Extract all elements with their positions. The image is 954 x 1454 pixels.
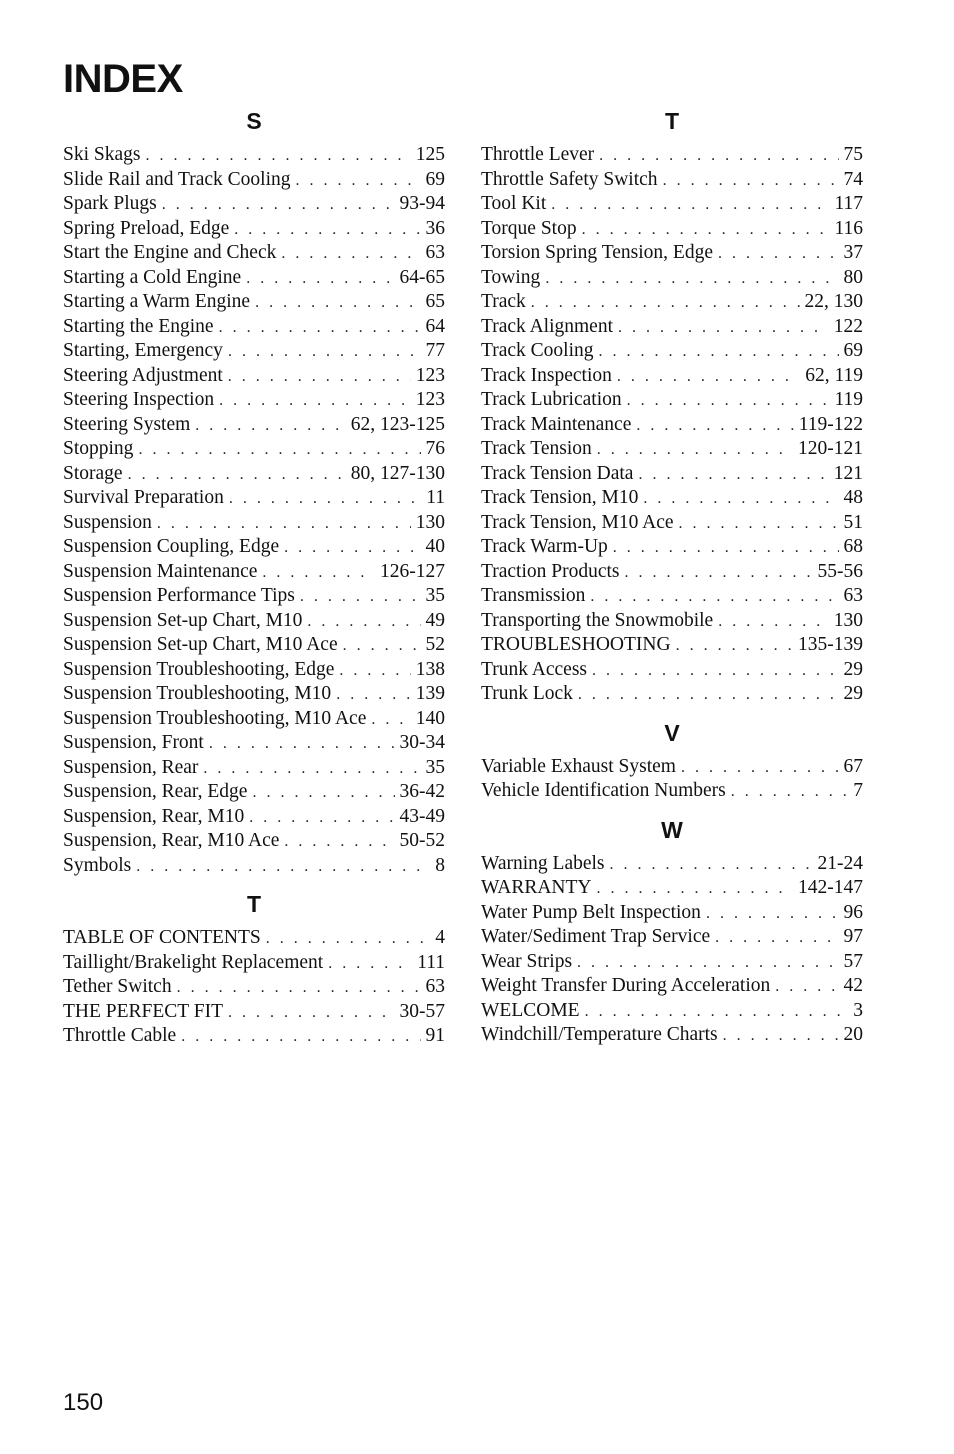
entry-page-ref: 117 — [834, 193, 863, 214]
entry-page-ref: 80 — [843, 266, 863, 288]
entry-term: Throttle Cable — [63, 1025, 177, 1046]
dot-leader — [531, 291, 800, 316]
entry-page-ref: 55-56 — [817, 560, 863, 582]
entry-page-ref: 30-57 — [399, 1000, 445, 1022]
section-letter: W — [661, 816, 683, 843]
entry-page-ref: 80, 127-130 — [350, 462, 445, 484]
index-entry — [481, 658, 863, 683]
index-section — [63, 887, 445, 1049]
entry-term: Suspension Performance Tips — [63, 585, 295, 606]
index-entry — [481, 974, 863, 999]
index-entry — [63, 364, 445, 389]
index-entry — [63, 682, 445, 707]
entry-page-ref: 76 — [425, 438, 445, 459]
index-entry — [481, 511, 863, 536]
entry-term: Water Pump Belt Inspection — [481, 901, 701, 923]
entry-page-ref: 35 — [425, 585, 445, 606]
dot-leader — [618, 316, 829, 341]
dot-leader — [676, 634, 793, 659]
index-entry — [481, 925, 863, 950]
entry-page-ref: 36 — [425, 217, 445, 239]
entry-term: Tether Switch — [63, 976, 172, 997]
entry-term: Suspension Coupling, Edge — [63, 536, 280, 557]
index-entry — [63, 486, 445, 511]
dot-leader — [343, 634, 421, 659]
entry-page-ref: 40 — [425, 536, 445, 557]
index-section — [63, 104, 445, 878]
entry-term: Taillight/Brakelight Replacement — [63, 951, 324, 973]
entry-term: TABLE OF CONTENTS — [63, 927, 261, 948]
entry-page-ref: 97 — [843, 926, 863, 947]
index-entry — [63, 975, 445, 1000]
entry-term: Start the Engine and Check — [63, 242, 277, 263]
entry-term: Slide Rail and Track Cooling — [63, 168, 291, 190]
index-entry — [63, 437, 445, 462]
dot-leader — [249, 806, 394, 831]
entry-page-ref: 64 — [425, 315, 445, 337]
dot-leader — [599, 340, 839, 365]
entry-page-ref: 122 — [833, 315, 863, 337]
entry-term: THE PERFECT FIT — [63, 1000, 223, 1022]
entry-page-ref: 49 — [425, 609, 445, 631]
dot-leader — [228, 340, 421, 365]
dot-leader — [636, 414, 793, 439]
entry-term: WELCOME — [481, 999, 580, 1021]
index-entry — [481, 535, 863, 560]
entry-term: Transporting the Snowmobile — [481, 609, 714, 631]
index-entry — [481, 584, 863, 609]
entry-page-ref: 52 — [425, 634, 445, 655]
entry-page-ref: 140 — [415, 707, 445, 729]
entry-term: Suspension Troubleshooting, M10 — [63, 683, 332, 704]
entry-page-ref: 35 — [425, 756, 445, 778]
dot-leader — [246, 267, 394, 292]
index-entry — [63, 1024, 445, 1049]
entry-page-ref: 37 — [843, 242, 863, 263]
index-entry — [481, 413, 863, 438]
section-letter: S — [246, 108, 262, 134]
entry-page-ref: 43-49 — [399, 805, 445, 827]
entry-page-ref: 119 — [834, 389, 863, 410]
dot-leader — [625, 561, 813, 586]
entry-page-ref: 75 — [843, 144, 863, 165]
entry-term: TROUBLESHOOTING — [481, 634, 671, 655]
entry-page-ref: 48 — [843, 487, 863, 508]
entry-page-ref: 63 — [843, 585, 863, 606]
entry-page-ref: 77 — [425, 340, 445, 361]
entry-page-ref: 67 — [843, 755, 863, 777]
entry-page-ref: 22, 130 — [804, 291, 863, 312]
dot-leader — [775, 975, 838, 1000]
entry-page-ref: 125 — [415, 144, 445, 165]
index-entry — [63, 756, 445, 781]
index-column-right — [481, 104, 863, 1048]
entry-term: WARRANTY — [481, 877, 592, 898]
index-entry — [63, 143, 445, 168]
entry-page-ref: 57 — [843, 950, 863, 972]
entry-page-ref: 123 — [415, 364, 445, 386]
dot-leader — [597, 877, 794, 902]
entry-term: Steering Inspection — [63, 389, 215, 410]
entry-page-ref: 65 — [425, 291, 445, 312]
page-number: 150 — [63, 1389, 104, 1416]
dot-leader — [300, 585, 421, 610]
dot-leader — [219, 316, 421, 341]
index-entry — [481, 901, 863, 926]
entry-term: Vehicle Identification Numbers — [481, 780, 726, 801]
dot-leader — [638, 463, 828, 488]
index-section — [481, 716, 863, 804]
dot-leader — [266, 927, 430, 952]
index-entry — [481, 950, 863, 975]
dot-leader — [195, 414, 345, 439]
dot-leader — [585, 1000, 849, 1025]
dot-leader — [252, 781, 394, 806]
dot-leader — [339, 659, 410, 684]
index-section — [481, 813, 863, 1048]
index-entry — [63, 266, 445, 291]
entry-page-ref: 93-94 — [399, 193, 445, 214]
index-column-left — [63, 104, 445, 1049]
index-entry — [63, 829, 445, 854]
entry-term: Suspension, Rear, M10 — [63, 805, 245, 827]
dot-leader — [177, 976, 421, 1001]
dot-leader — [284, 830, 394, 855]
index-entry — [63, 388, 445, 413]
entry-term: Storage — [63, 462, 123, 484]
index-entry — [481, 241, 863, 266]
dot-leader — [229, 487, 421, 512]
entry-term: Steering Adjustment — [63, 364, 223, 386]
index-entry — [63, 731, 445, 756]
entry-page-ref: 116 — [834, 217, 863, 239]
entry-term: Throttle Lever — [481, 144, 595, 165]
dot-leader — [723, 1024, 839, 1049]
dot-leader — [578, 683, 839, 708]
dot-leader — [643, 487, 838, 512]
index-entry — [63, 707, 445, 732]
index-entry — [481, 852, 863, 877]
entry-page-ref: 130 — [833, 609, 863, 631]
index-entry — [481, 462, 863, 487]
dot-leader — [328, 952, 412, 977]
dot-leader — [617, 365, 800, 390]
index-entry — [63, 217, 445, 242]
entry-page-ref: 130 — [415, 511, 445, 533]
index-entry — [481, 437, 863, 462]
entry-term: Track — [481, 291, 526, 312]
dot-leader — [610, 853, 813, 878]
index-entry — [481, 609, 863, 634]
entry-page-ref: 4 — [435, 927, 445, 948]
entry-page-ref: 139 — [415, 683, 445, 704]
index-entry — [63, 658, 445, 683]
entry-term: Starting a Warm Engine — [63, 291, 251, 312]
entry-term: Suspension Troubleshooting, Edge — [63, 658, 335, 680]
index-entry — [63, 241, 445, 266]
dot-leader — [627, 389, 830, 414]
entry-page-ref: 20 — [843, 1024, 863, 1045]
entry-page-ref: 29 — [843, 658, 863, 680]
entry-term: Suspension — [63, 511, 152, 533]
entry-term: Suspension, Rear, Edge — [63, 781, 248, 802]
entry-page-ref: 120-121 — [798, 438, 863, 459]
entry-term: Towing — [481, 266, 541, 288]
index-entry — [481, 633, 863, 658]
entry-page-ref: 21-24 — [817, 852, 863, 874]
dot-leader — [718, 610, 829, 635]
entry-page-ref: 64-65 — [399, 266, 445, 288]
index-entry — [481, 486, 863, 511]
entry-page-ref: 96 — [843, 901, 863, 923]
entry-term: Wear Strips — [481, 950, 573, 972]
index-entry — [63, 633, 445, 658]
entry-term: Track Warm-Up — [481, 536, 608, 557]
entry-page-ref: 29 — [843, 683, 863, 704]
entry-term: Starting the Engine — [63, 315, 214, 337]
dot-leader — [145, 144, 410, 169]
dot-leader — [718, 242, 839, 267]
dot-leader — [209, 732, 395, 757]
entry-page-ref: 91 — [425, 1025, 445, 1046]
index-entry — [63, 339, 445, 364]
index-entry — [63, 560, 445, 585]
index-entry — [63, 462, 445, 487]
entry-page-ref: 3 — [853, 999, 863, 1021]
index-entry — [481, 560, 863, 585]
entry-term: Steering System — [63, 413, 191, 435]
entry-term: Track Alignment — [481, 315, 613, 337]
entry-term: Torque Stop — [481, 217, 577, 239]
dot-leader — [545, 267, 838, 292]
entry-term: Track Tension, M10 — [481, 487, 639, 508]
dot-leader — [590, 585, 838, 610]
entry-term: Suspension Troubleshooting, M10 Ace — [63, 707, 367, 729]
index-entry — [63, 926, 445, 951]
entry-term: Suspension, Rear — [63, 756, 199, 778]
entry-term: Ski Skags — [63, 144, 141, 165]
dot-leader — [157, 512, 411, 537]
dot-leader — [371, 708, 410, 733]
index-entry — [481, 168, 863, 193]
entry-page-ref: 138 — [415, 658, 445, 680]
index-entry — [481, 388, 863, 413]
index-section — [481, 104, 863, 707]
entry-term: Stopping — [63, 438, 134, 459]
dot-leader — [281, 242, 420, 267]
index-entry — [481, 682, 863, 707]
entry-page-ref: 8 — [435, 854, 445, 876]
index-entry — [481, 755, 863, 780]
entry-term: Warning Labels — [481, 852, 605, 874]
section-letter: V — [664, 719, 680, 746]
entry-term: Trunk Access — [481, 658, 587, 680]
entry-term: Spark Plugs — [63, 193, 157, 214]
dot-leader — [592, 659, 839, 684]
entry-page-ref: 74 — [843, 168, 863, 190]
entry-term: Track Inspection — [481, 364, 612, 386]
index-entry — [63, 168, 445, 193]
dot-leader — [582, 218, 830, 243]
dot-leader — [203, 757, 420, 782]
page-title: INDEX — [63, 57, 183, 101]
entry-term: Traction Products — [481, 560, 620, 582]
dot-leader — [136, 855, 430, 880]
dot-leader — [262, 561, 375, 586]
entry-term: Suspension, Front — [63, 732, 204, 753]
dot-leader — [706, 902, 839, 927]
entry-term: Survival Preparation — [63, 487, 224, 508]
dot-leader — [715, 926, 838, 951]
entry-term: Starting, Emergency — [63, 340, 223, 361]
entry-term: Suspension Set-up Chart, M10 — [63, 609, 303, 631]
dot-leader — [336, 683, 411, 708]
entry-page-ref: 142-147 — [798, 877, 863, 898]
entry-page-ref: 69 — [425, 168, 445, 190]
index-entry — [481, 999, 863, 1024]
index-entry — [63, 1000, 445, 1025]
entry-page-ref: 119-122 — [798, 413, 863, 435]
index-entry — [63, 584, 445, 609]
dot-leader — [219, 389, 411, 414]
dot-leader — [228, 365, 411, 390]
dot-leader — [296, 169, 421, 194]
entry-page-ref: 42 — [843, 975, 863, 996]
entry-term: Windchill/Temperature Charts — [481, 1024, 718, 1045]
entry-page-ref: 135-139 — [798, 634, 863, 655]
entry-term: Spring Preload, Edge — [63, 217, 230, 239]
dot-leader — [663, 169, 839, 194]
dot-leader — [162, 193, 395, 218]
index-entry — [481, 290, 863, 315]
entry-page-ref: 111 — [417, 951, 445, 973]
entry-term: Water/Sediment Trap Service — [481, 926, 711, 947]
dot-leader — [577, 951, 838, 976]
entry-term: Tool Kit — [481, 193, 547, 214]
entry-term: Track Maintenance — [481, 413, 632, 435]
index-entry — [481, 143, 863, 168]
index-entry — [63, 780, 445, 805]
entry-page-ref: 11 — [426, 487, 445, 508]
index-entry — [63, 192, 445, 217]
entry-page-ref: 63 — [425, 976, 445, 997]
index-entry — [63, 315, 445, 340]
dot-leader — [255, 291, 420, 316]
index-entry — [481, 1023, 863, 1048]
entry-term: Track Tension, M10 Ace — [481, 511, 674, 533]
dot-leader — [679, 512, 839, 537]
index-entry — [63, 951, 445, 976]
entry-page-ref: 123 — [415, 389, 445, 410]
entry-term: Throttle Safety Switch — [481, 168, 658, 190]
index-entry — [481, 217, 863, 242]
dot-leader — [128, 463, 346, 488]
dot-leader — [613, 536, 839, 561]
entry-page-ref: 30-34 — [399, 732, 445, 753]
dot-leader — [234, 218, 420, 243]
index-entry — [63, 854, 445, 879]
section-letter: T — [246, 891, 262, 917]
entry-page-ref: 62, 123-125 — [350, 413, 445, 435]
entry-page-ref: 68 — [843, 536, 863, 557]
entry-page-ref: 62, 119 — [805, 364, 863, 386]
entry-term: Starting a Cold Engine — [63, 266, 242, 288]
entry-term: Transmission — [481, 585, 586, 606]
entry-term: Suspension Maintenance — [63, 560, 258, 582]
entry-term: Track Cooling — [481, 340, 594, 361]
entry-page-ref: 126-127 — [380, 560, 445, 582]
dot-leader — [138, 438, 420, 463]
index-entry — [63, 511, 445, 536]
dot-leader — [681, 756, 839, 781]
index-entry — [481, 339, 863, 364]
entry-term: Suspension, Rear, M10 Ace — [63, 830, 280, 851]
index-entry — [63, 535, 445, 560]
entry-page-ref: 69 — [843, 340, 863, 361]
dot-leader — [731, 780, 849, 805]
entry-term: Torsion Spring Tension, Edge — [481, 242, 713, 263]
index-entry — [63, 290, 445, 315]
index-entry — [481, 266, 863, 291]
section-letter: T — [664, 108, 680, 134]
entry-term: Symbols — [63, 854, 132, 876]
entry-page-ref: 50-52 — [399, 830, 445, 851]
entry-term: Suspension Set-up Chart, M10 Ace — [63, 634, 338, 655]
index-entry — [481, 315, 863, 340]
entry-term: Track Tension Data — [481, 462, 634, 484]
dot-leader — [597, 438, 793, 463]
entry-page-ref: 121 — [833, 462, 863, 484]
entry-page-ref: 7 — [853, 780, 863, 801]
entry-page-ref: 36-42 — [399, 781, 445, 802]
entry-term: Trunk Lock — [481, 683, 573, 704]
dot-leader — [307, 610, 420, 635]
dot-leader — [181, 1025, 420, 1050]
index-entry — [481, 876, 863, 901]
index-entry — [63, 413, 445, 438]
entry-term: Variable Exhaust System — [481, 755, 676, 777]
entry-term: Weight Transfer During Acceleration — [481, 975, 771, 996]
dot-leader — [228, 1001, 395, 1026]
entry-term: Track Lubrication — [481, 389, 622, 410]
dot-leader — [551, 193, 829, 218]
entry-term: Track Tension — [481, 438, 592, 459]
index-entry — [63, 805, 445, 830]
index-entry — [481, 779, 863, 804]
index-entry — [63, 609, 445, 634]
dot-leader — [599, 144, 838, 169]
index-entry — [481, 192, 863, 217]
dot-leader — [284, 536, 420, 561]
index-entry — [481, 364, 863, 389]
entry-page-ref: 63 — [425, 242, 445, 263]
entry-page-ref: 51 — [843, 511, 863, 533]
